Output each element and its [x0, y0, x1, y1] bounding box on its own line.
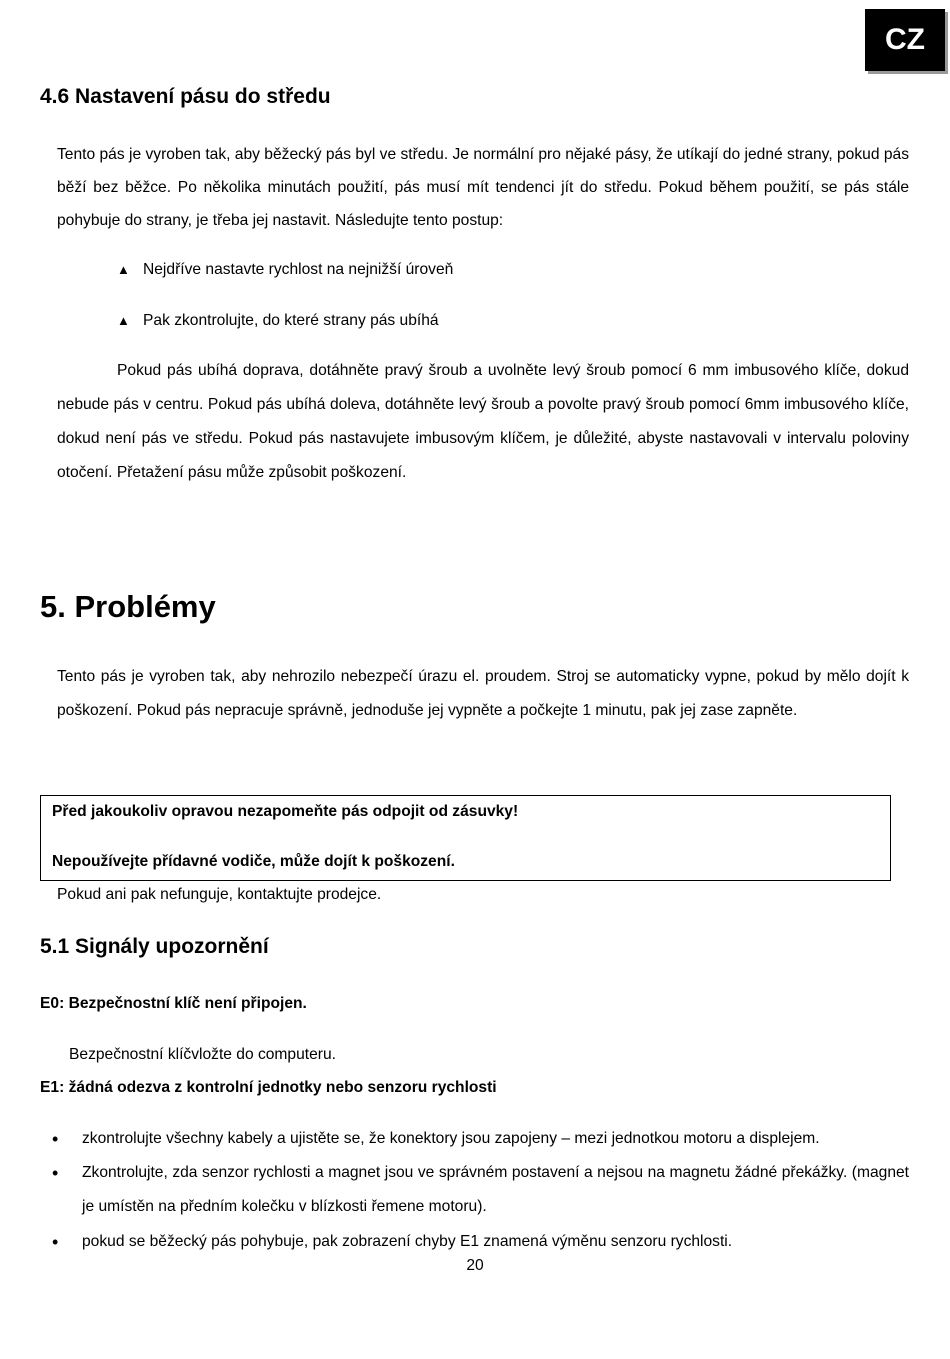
section-5-intro: Tento pás je vyroben tak, aby nehrozilo nebezpečí úrazu el. proudem. Stroj se automaticky vypne, pokud by mělo dojít k poškození. Pokud pás nepracuje správně, jednoduše jej vypněte a počkejte 1 minutu, pak jej zase zapněte.	[57, 668, 909, 719]
section-5-1-heading: 5.1 Signály upozornění	[40, 935, 269, 958]
list-item	[52, 1156, 909, 1224]
contact-dealer-text: Pokud ani pak nefunguje, kontaktujte prodejce.	[57, 886, 382, 903]
bullet-dot-icon: •	[52, 1232, 59, 1252]
warning-extension-cords: Nepoužívejte přídavné vodiče, může dojít k poškození.	[52, 853, 455, 870]
list-item-text: Zkontrolujte, zda senzor rychlosti a magnet jsou ve správném postavení a nejsou na magnetu žádné překážky. (magnet je umístěn na předním kolečku v blízkosti řemene motoru).	[82, 1164, 909, 1215]
language-badge: CZ	[865, 9, 945, 71]
section-5-heading: 5. Problémy	[40, 589, 216, 624]
error-e0-title: E0: Bezpečnostní klíč není připojen.	[40, 995, 307, 1012]
bullet-dot-icon: •	[52, 1163, 59, 1183]
error-e0-text: Bezpečnostní klíčvložte do computeru.	[69, 1046, 336, 1063]
list-item-text: pokud se běžecký pás pohybuje, pak zobrazení chyby E1 znamená výměnu senzoru rychlosti.	[82, 1233, 733, 1250]
bullet-dot-icon: •	[52, 1129, 59, 1149]
list-item	[52, 1225, 909, 1259]
step-item	[117, 261, 453, 279]
section-4-6-heading: 4.6 Nastavení pásu do středu	[40, 85, 331, 108]
section-4-6-intro: Tento pás je vyroben tak, aby běžecký pás byl ve středu. Je normální pro nějaké pásy, že utíkají do jedné strany, pokud pás běží bez běžce. Po několika minutách použití, pás musí mít tendenci jít do středu. Pokud během použití, se pás stále pohybuje do strany, je třeba jej nastavit. Následujte tento postup:	[57, 146, 909, 229]
step-text: Nejdříve nastavte rychlost na nejnižší úroveň	[143, 261, 454, 278]
step-item	[117, 312, 439, 330]
error-e1-title: E1: žádná odezva z kontrolní jednotky nebo senzoru rychlosti	[40, 1079, 497, 1096]
page-number: 20	[466, 1257, 484, 1274]
step-text: Pak zkontrolujte, do které strany pás ubíhá	[143, 312, 439, 329]
triangle-bullet-icon: ▲	[117, 262, 130, 277]
list-item	[52, 1122, 909, 1156]
triangle-bullet-icon: ▲	[117, 313, 130, 328]
warning-unplug: Před jakoukoliv opravou nezapomeňte pás odpojit od zásuvky!	[52, 803, 519, 820]
section-4-6-detail: Pokud pás ubíhá doprava, dotáhněte pravý šroub a uvolněte levý šroub pomocí 6 mm imbusového klíče, dokud nebude pás v centru. Pokud pás ubíhá doleva, dotáhněte levý šroub a povolte pravý šroub pomocí 6mm imbusového klíče, dokud není pás ve středu. Pokud pás nastavujete imbusovým klíčem, je důležité, abyste nastavovali v intervalu poloviny otočení. Přetažení pásu může způsobit poškození.	[57, 362, 909, 481]
list-item-text: zkontrolujte všechny kabely a ujistěte se, že konektory jsou zapojeny – mezi jednotkou motoru a displejem.	[82, 1130, 820, 1147]
